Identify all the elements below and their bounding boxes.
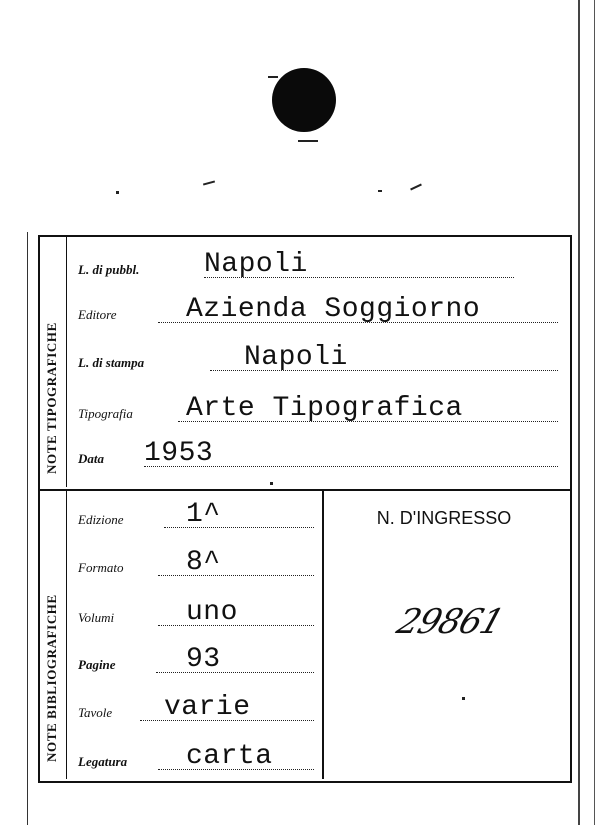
dotted-line [158, 575, 314, 576]
field-label: Legatura [78, 754, 128, 769]
ingresso-number: 29861 [391, 602, 509, 642]
field-label: Volumi [78, 610, 115, 625]
field-value: Napoli [244, 342, 348, 373]
card-edge-right [578, 0, 580, 825]
hole-mark [298, 140, 318, 142]
tipografiche-section-label: NOTE TIPOGRAFICHE [44, 322, 59, 474]
field-pagine [78, 644, 314, 677]
field-volumi [78, 597, 314, 630]
bibliografiche-section-label: NOTE BIBLIOGRAFICHE [44, 594, 59, 762]
field-tipografia [78, 393, 558, 426]
speck [116, 191, 119, 194]
field-value: carta [186, 741, 273, 772]
field-value: 93 [186, 644, 221, 675]
ingresso-title: N. D'INGRESSO [376, 508, 512, 528]
field-label: Formato [78, 560, 124, 575]
field-legatura [78, 741, 314, 774]
bibliografiche-label-divider [66, 491, 67, 779]
card-edge-right-outer [594, 0, 595, 825]
field-value: Arte Tipografica [186, 393, 463, 424]
field-label: Tipografia [78, 406, 133, 421]
field-value: Napoli [204, 249, 308, 280]
field-value: varie [164, 692, 251, 723]
field-editore [78, 294, 558, 327]
field-value: 1^ [186, 499, 221, 530]
field-label: Pagine [78, 657, 116, 672]
field-label: L. di stampa [78, 355, 145, 370]
field-luogo-pubblicazione [78, 249, 558, 282]
field-label: Editore [78, 307, 117, 322]
field-edizione [78, 499, 314, 532]
field-tavole [78, 692, 314, 725]
dotted-line [156, 672, 314, 673]
field-formato [78, 547, 314, 580]
field-label: Edizione [78, 512, 124, 527]
field-value: 8^ [186, 547, 221, 578]
tipografiche-label-divider [66, 237, 67, 487]
field-label: Data [78, 451, 104, 466]
field-label: Tavole [78, 705, 113, 720]
hole-mark [268, 76, 278, 78]
speck [378, 190, 382, 192]
ingresso-divider [322, 491, 324, 779]
card-edge-left [27, 232, 28, 825]
speck [410, 184, 422, 191]
field-data [78, 438, 558, 471]
field-label: L. di pubbl. [78, 262, 140, 277]
punch-hole-icon [272, 68, 336, 132]
field-luogo-stampa [78, 342, 558, 375]
field-value: Azienda Soggiorno [186, 294, 481, 325]
field-value: uno [186, 597, 238, 628]
field-value: 1953 [144, 438, 214, 469]
speck [203, 180, 215, 185]
